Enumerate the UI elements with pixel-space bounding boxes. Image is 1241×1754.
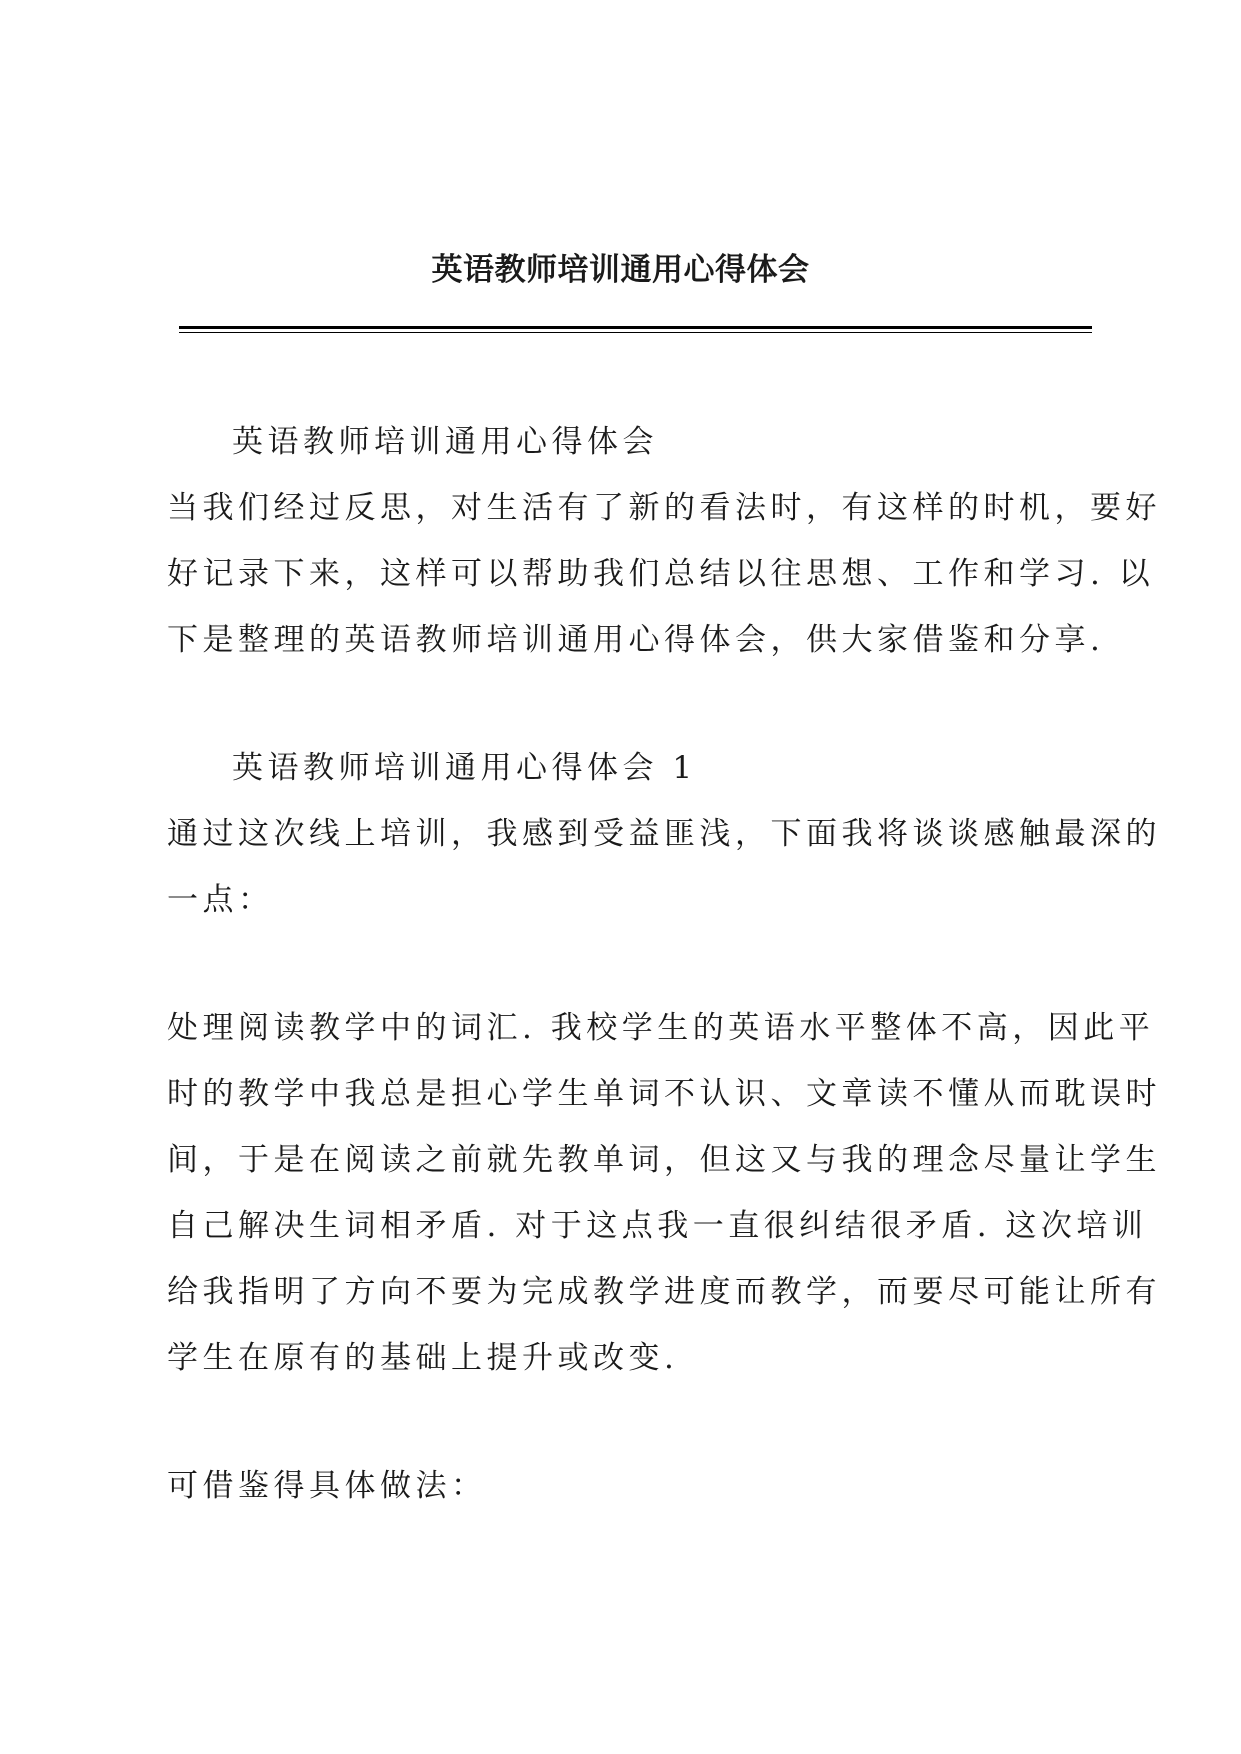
paragraph-line: 通过这次线上培训，我感到受益匪浅，下面我将谈谈感触最深的 [167,816,1161,852]
paragraph-line: 下是整理的英语教师培训通用心得体会，供大家借鉴和分享. [167,622,1105,658]
section-heading: 英语教师培训通用心得体会 1 [232,750,697,786]
paragraph-line: 间，于是在阅读之前就先教单词，但这又与我的理念尽量让学生 [167,1142,1161,1178]
title-rule-thin [179,332,1092,333]
paragraph-line: 处理阅读教学中的词汇. 我校学生的英语水平整体不高，因此平 [167,1010,1155,1046]
paragraph-line: 当我们经过反思，对生活有了新的看法时，有这样的时机，要好 [167,490,1161,526]
section-heading: 英语教师培训通用心得体会 [232,424,658,460]
paragraph-line: 学生在原有的基础上提升或改变. [167,1340,679,1376]
page-title: 英语教师培训通用心得体会 [431,252,810,288]
paragraph-line: 好记录下来，这样可以帮助我们总结以往思想、工作和学习. 以 [167,556,1155,592]
paragraph-line: 可借鉴得具体做法： [167,1468,487,1504]
paragraph-line: 一点： [167,882,274,918]
paragraph-line: 时的教学中我总是担心学生单词不认识、文章读不懂从而耽误时 [167,1076,1161,1112]
title-rule-thick [179,326,1092,329]
paragraph-line: 自己解决生词相矛盾. 对于这点我一直很纠结很矛盾. 这次培训 [167,1208,1148,1244]
paragraph-line: 给我指明了方向不要为完成教学进度而教学，而要尽可能让所有 [167,1274,1161,1310]
